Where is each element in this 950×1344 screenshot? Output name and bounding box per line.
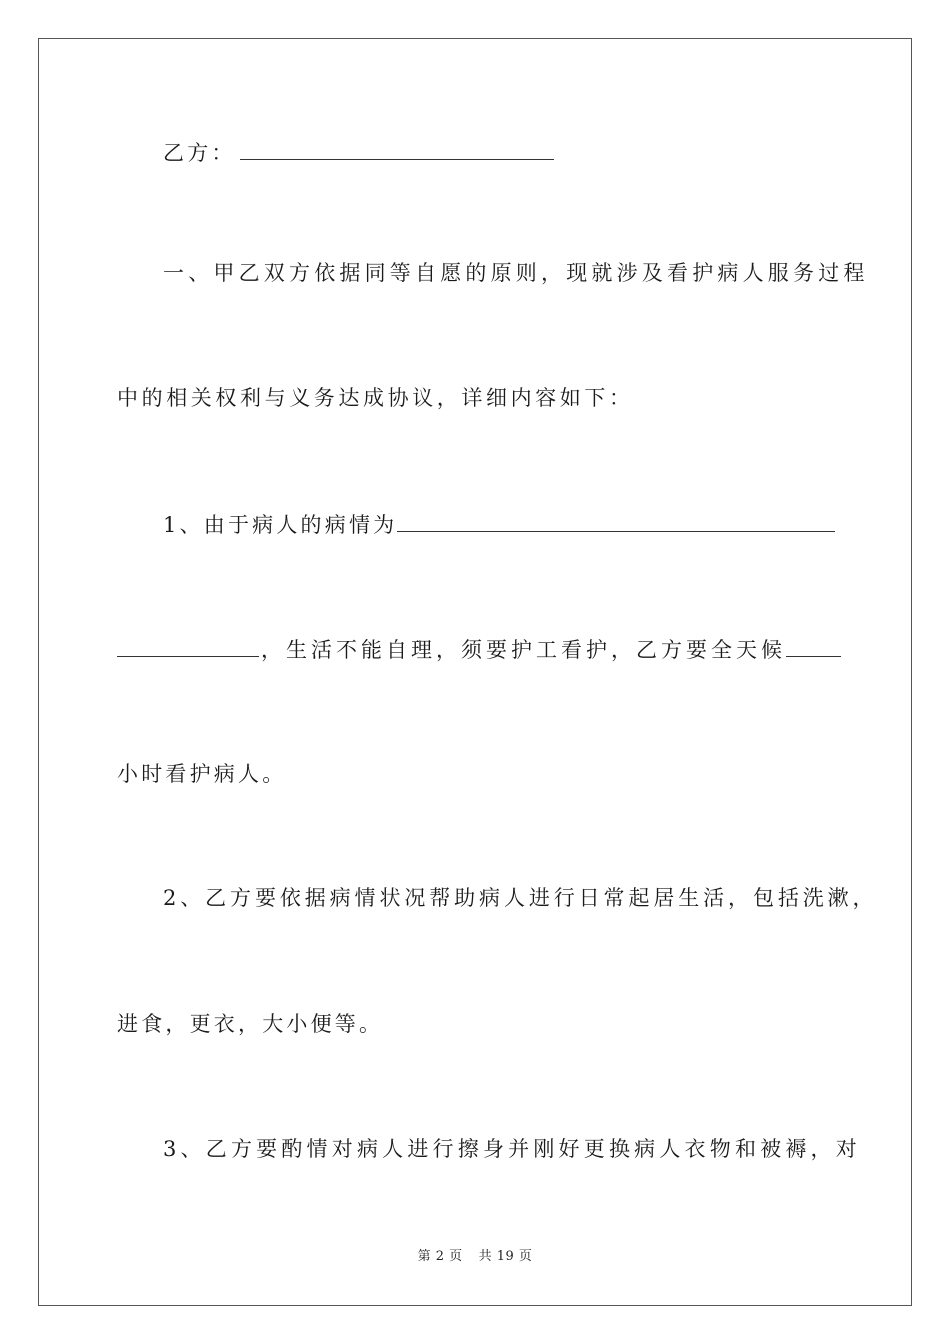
clause-1-mid-text: ，生活不能自理，须要护工看护，乙方要全天候 <box>261 638 786 662</box>
paragraph-line: 进食，更衣，大小便等。 <box>117 1012 384 1036</box>
paragraph-line: 2、乙方要依据病情状况帮助病人进行日常起居生活，包括洗漱， <box>163 886 878 910</box>
clause-1-text: 1、由于病人的病情为 <box>163 513 398 537</box>
illness-blank-continued[interactable] <box>117 634 259 657</box>
hours-blank[interactable] <box>786 634 841 657</box>
party-b-line <box>163 137 554 168</box>
illness-blank[interactable] <box>397 509 835 532</box>
paragraph-line: 小时看护病人。 <box>117 762 287 786</box>
page-border <box>38 38 912 1306</box>
party-b-label: 乙方： <box>163 141 236 165</box>
page-total: 共 19 页 <box>478 1249 533 1264</box>
page-number: 第 2 页 <box>417 1249 463 1264</box>
party-b-blank[interactable] <box>240 137 554 160</box>
paragraph-line: 3、乙方要酌情对病人进行擦身并刚好更换病人衣物和被褥，对 <box>163 1137 861 1161</box>
page-footer <box>0 1245 950 1264</box>
paragraph-line: 一、甲乙双方依据同等自愿的原则，现就涉及看护病人服务过程 <box>163 261 869 285</box>
clause-1-continued <box>117 634 841 665</box>
paragraph-line: 中的相关权利与义务达成协议，详细内容如下： <box>117 386 634 410</box>
clause-1-line <box>163 509 835 540</box>
